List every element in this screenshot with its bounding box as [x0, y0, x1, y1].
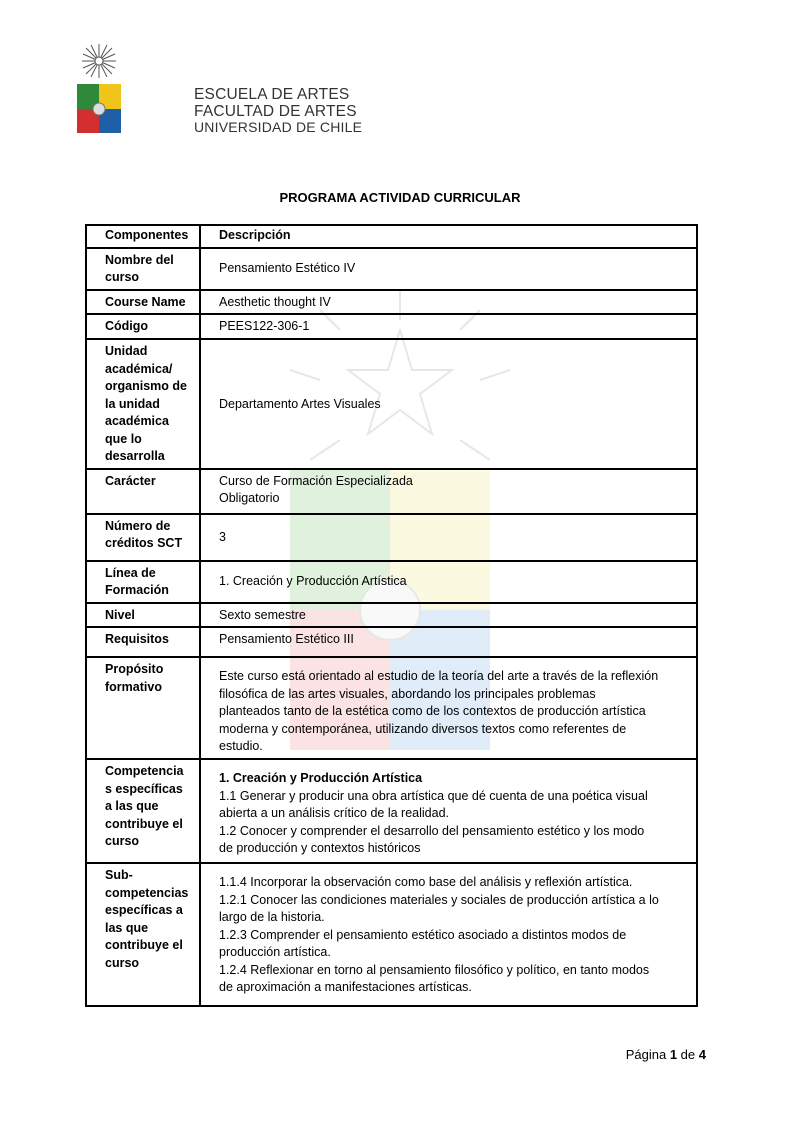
row-label: Competencia s específicas a las que contribuye el curso: [86, 759, 200, 863]
description-heading: 1. Creación y Producción Artística: [219, 771, 423, 785]
row-description: [200, 290, 697, 315]
description-line: 1.2.1 Conocer las condiciones materiales y sociales de producción artística a lo: [219, 892, 659, 907]
description-line: de producción y contextos históricos: [219, 841, 421, 855]
table-row: [86, 759, 697, 863]
page-title: PROGRAMA ACTIVIDAD CURRICULAR: [279, 190, 521, 205]
row-label: Requisitos: [86, 627, 200, 657]
row-description: [200, 514, 697, 561]
description-line: Curso de Formación Especializada: [219, 473, 413, 488]
logo-line-1: ESCUELA DE ARTES: [194, 86, 350, 103]
description-line: 1.1 Generar y producir una obra artística que dé cuenta de una poética visual: [219, 788, 648, 803]
description-line: Pensamiento Estético III: [219, 632, 354, 646]
table-row: [86, 314, 697, 339]
table-row: [86, 561, 697, 603]
description-line: Sexto semestre: [219, 607, 306, 622]
description-line: Este curso está orientado al estudio de la teoría del arte a través de la reflexión: [219, 669, 659, 683]
table-row: [86, 627, 697, 657]
description-line: PEES122-306-1: [219, 319, 310, 333]
description-line: 1. Creación y Producción Artística: [219, 574, 407, 589]
row-label: Unidad académica/ organismo de la unidad académica que lo desarrolla: [86, 339, 200, 469]
description-line: Obligatorio: [219, 491, 280, 505]
description-line: 1.1.4 Incorporar la observación como base del análisis y reflexión artística.: [219, 875, 633, 889]
row-label: Carácter: [86, 469, 200, 514]
description-line: 1.2.3 Comprender el pensamiento estético asociado a distintos modos de: [219, 927, 627, 942]
school-logo: [74, 42, 363, 137]
row-label: Nivel: [86, 603, 200, 628]
row-description: [200, 627, 697, 657]
footer-total: 4: [698, 1047, 706, 1062]
table-row: [86, 863, 697, 1006]
footer-prefix: Página: [625, 1047, 667, 1062]
description-line: de aproximación a manifestaciones artísticas.: [219, 980, 472, 994]
row-description: [200, 657, 697, 759]
row-description: [200, 248, 697, 290]
row-label: Propósito formativo: [86, 657, 200, 759]
logo-line-3: UNIVERSIDAD DE CHILE: [194, 119, 363, 135]
row-description: [200, 561, 697, 603]
row-label: Línea de Formación: [86, 561, 200, 603]
table-row: [86, 339, 697, 469]
table-row: [86, 469, 697, 514]
table-row: [86, 603, 697, 628]
table-row: [86, 514, 697, 561]
description-line: planteados tanto de la estética como de los contextos de producción artística: [219, 704, 646, 718]
row-label: Course Name: [86, 290, 200, 315]
row-description: [200, 314, 697, 339]
description-line: Departamento Artes Visuales: [219, 396, 381, 411]
crest-icon: [74, 42, 124, 137]
description-line: 1.2.4 Reflexionar en torno al pensamiento filosófico y político, en tanto modos: [219, 962, 650, 977]
header-descripcion: Descripción: [200, 225, 697, 248]
footer-page: 1: [669, 1047, 678, 1062]
row-description: [200, 759, 697, 863]
description-line: 3: [219, 529, 226, 544]
row-label: Nombre del curso: [86, 248, 200, 290]
table-header-row: [86, 225, 697, 248]
description-line: producción artística.: [219, 945, 331, 959]
description-line: Aesthetic thought IV: [219, 294, 331, 309]
curriculum-table: [85, 224, 698, 1007]
row-description: [200, 339, 697, 469]
row-label: Número de créditos SCT: [86, 514, 200, 561]
description-line: largo de la historia.: [219, 910, 325, 924]
footer-of: de: [680, 1047, 696, 1062]
description-line: estudio.: [219, 739, 263, 753]
description-line: 1.2 Conocer y comprender el desarrollo del pensamiento estético y los modo: [219, 823, 645, 838]
row-label: Sub-competencias específicas a las que contribuye el curso: [86, 863, 200, 1006]
row-description: [200, 469, 697, 514]
description-line: moderna y contemporánea, utilizando diversos textos como referentes de: [219, 721, 627, 736]
logo-line-2: FACULTAD DE ARTES: [194, 103, 357, 120]
header-componentes: Componentes: [86, 225, 200, 248]
row-label: Código: [86, 314, 200, 339]
page-number: [626, 1047, 706, 1062]
row-description: [200, 863, 697, 1006]
table-row: [86, 290, 697, 315]
row-description: [200, 603, 697, 628]
description-line: Pensamiento Estético IV: [219, 261, 356, 276]
table-row: [86, 657, 697, 759]
description-line: filosófica de las artes visuales, abordando los principales problemas: [219, 686, 596, 701]
description-line: abierta a un análisis crítico de la realidad.: [219, 806, 449, 820]
table-row: [86, 248, 697, 290]
